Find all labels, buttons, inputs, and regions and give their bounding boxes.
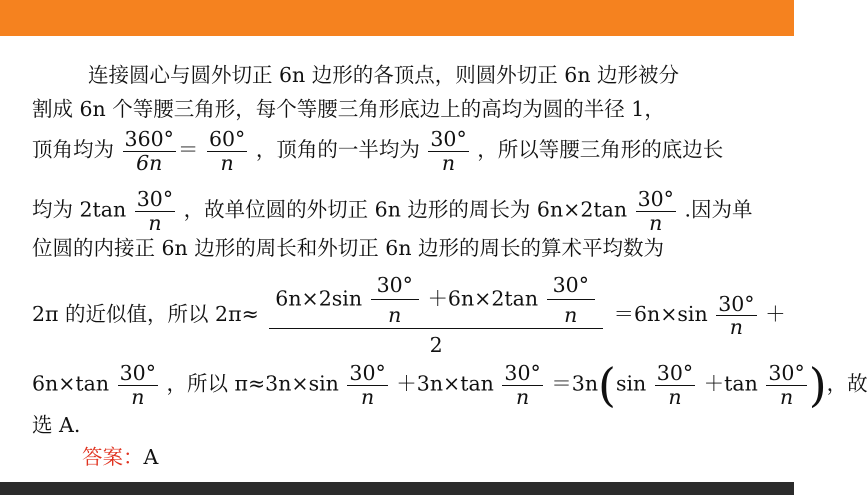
- fraction-30-n: $\frac{30^\circ}{n}$: [119, 360, 156, 409]
- fraction-30-n: $\frac{30^\circ}{n}$: [547, 274, 595, 326]
- para-line-1: 连接圆心与圆外切正 6n 边形的各顶点，则圆外切正 6n 边形被分: [88, 63, 680, 87]
- left-paren: (: [598, 358, 616, 412]
- para-line-4: 均为 2tan $\frac{30^\circ}{n}$ ，故单位圆的外切正 6n 边形的周长为 6n×2tan $\frac{30^\circ}{n}$ .因为单: [32, 187, 753, 235]
- right-paren: ): [808, 358, 827, 412]
- answer-value: A: [143, 445, 159, 469]
- bottom-dark-bar: [0, 482, 794, 495]
- answer-label: 答案：: [82, 445, 144, 469]
- fraction-30-n: $\frac{30^\circ}{n}$: [637, 187, 674, 235]
- fraction-30-n: $\frac{30^\circ}{n}$: [349, 360, 386, 409]
- para-line-3: 顶角均为 $\frac{360^\circ}{6n}$ ＝ $\frac{60^\circ}{n}$ ，顶角的一半均为 $\frac{30^\circ}{n}$ ，所以等腰三角形的底边长: [32, 127, 724, 175]
- fraction-360-6n: $\frac{360^\circ}{6n}$: [124, 127, 174, 175]
- para-line-2: 割成 6n 个等腰三角形，每个等腰三角形底边上的高均为圆的半径 1，: [32, 97, 665, 121]
- fraction-30-n: $\frac{30^\circ}{n}$: [136, 187, 174, 235]
- para-line-8: 选 A.: [32, 413, 81, 437]
- fraction-30-n: $\frac{30^\circ}{n}$: [504, 360, 541, 409]
- fraction-30-n: $\frac{30^\circ}{n}$: [371, 274, 419, 326]
- para-line-7: 6n×tan $\frac{30^\circ}{n}$ ，所以 π≈3n×sin $\frac{30^\circ}{n}$ ＋3n×tan $\frac{30^\circ}{n}$ ＝3n(sin $\frac{30^\circ}{n}$ ＋tan $\frac{30^\circ}{n}$ )，故: [32, 358, 868, 412]
- fraction-60-n: $\frac{60^\circ}{n}$: [208, 127, 246, 175]
- average-fraction: 6n×2sin $\frac{30^\circ}{n}$ ＋6n×2tan $\frac{30^\circ}{n}$ 2: [269, 274, 603, 357]
- fraction-30-n: $\frac{30^\circ}{n}$: [768, 360, 805, 409]
- fraction-30-n: $\frac{30^\circ}{n}$: [656, 360, 694, 409]
- para-line-6: 2π 的近似值，所以 2π≈ 6n×2sin $\frac{30^\circ}{n}$ ＋6n×2tan $\frac{30^\circ}{n}$ 2 ＝6n×sin $\frac{30^\circ}{n}$ ＋: [32, 273, 786, 358]
- fraction-30-n: $\frac{30^\circ}{n}$: [430, 127, 467, 175]
- top-accent-bar: [0, 0, 794, 36]
- answer-line: [82, 440, 158, 470]
- fraction-30-n: $\frac{30^\circ}{n}$: [718, 291, 755, 340]
- para-line-5: 位圆的内接正 6n 边形的周长和外切正 6n 边形的周长的算术平均数为: [32, 236, 665, 260]
